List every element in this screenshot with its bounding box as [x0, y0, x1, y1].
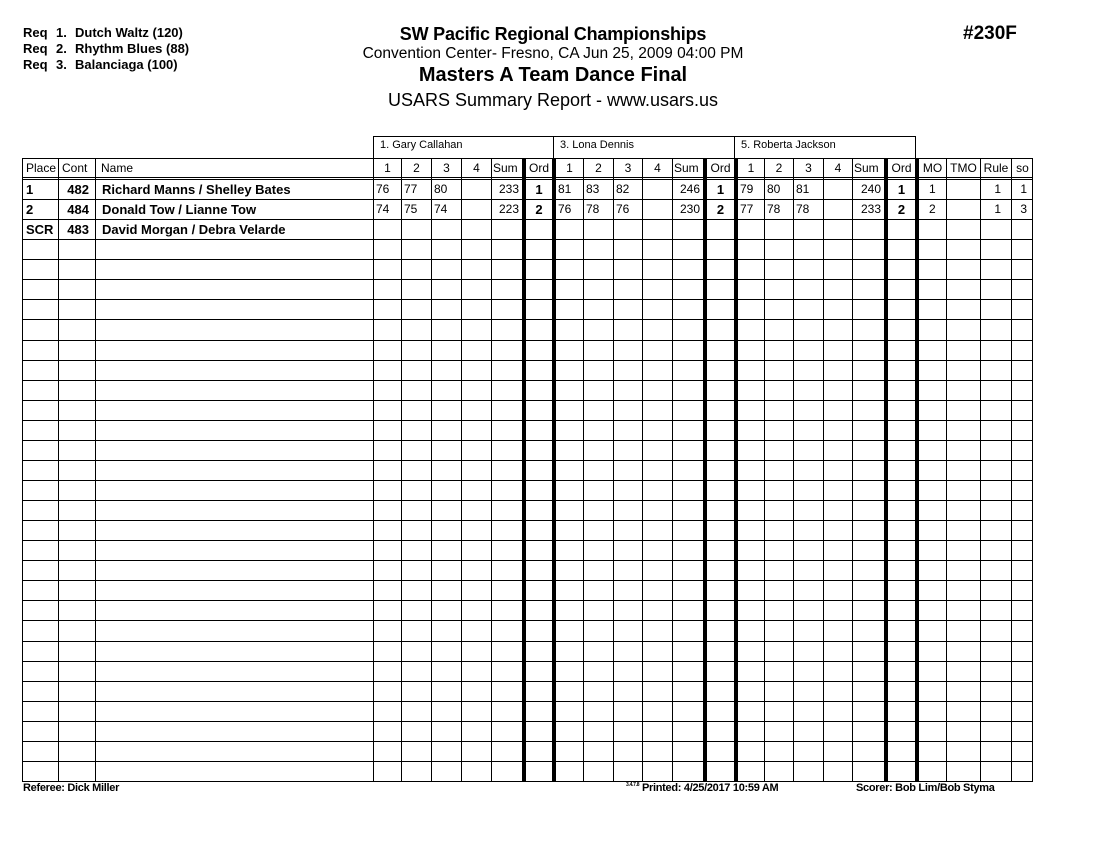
judge-name: 3. Lona Dennis [560, 139, 634, 151]
grid-line [793, 158, 794, 782]
grid-line [22, 400, 1033, 401]
score-j1-4: 233 [498, 182, 519, 196]
score-j2-3 [643, 220, 672, 239]
rule-cell: 1 [994, 182, 1001, 196]
mo-cell: 1 [929, 182, 936, 196]
score-j2-3 [643, 180, 672, 199]
place-cell: SCR [26, 222, 54, 237]
grid-line [22, 299, 1033, 300]
judge-name: 1. Gary Callahan [380, 139, 463, 151]
grid-line [22, 500, 1033, 501]
event-number: #230F [963, 23, 1017, 44]
grid-line [22, 641, 1033, 642]
score-j3-1 [765, 220, 793, 239]
place-cell: 2 [26, 202, 34, 217]
score-j1-3 [462, 180, 491, 199]
grid-line [431, 158, 432, 782]
score-j2-1: 83 [586, 182, 600, 196]
score-j2-5: 2 [716, 202, 725, 217]
scorer: Scorer: Bob Lim/Bob Styma [856, 782, 995, 794]
grid-line [852, 158, 853, 782]
score-j1-5: 2 [535, 202, 543, 217]
place-cell: 1 [26, 182, 34, 197]
score-j1-4 [492, 220, 522, 239]
grid-line-thick [884, 158, 888, 782]
score-j1-4: 223 [498, 202, 519, 216]
score-j2-0: 76 [558, 202, 572, 216]
score-j1-5 [526, 220, 552, 239]
req-text: Rhythm Blues (88) [75, 41, 190, 56]
column-header-j3-4: Sum [854, 161, 879, 175]
tmo-cell [947, 180, 980, 199]
column-header-j2-5: Ord [710, 161, 731, 175]
column-header-j3-1: 2 [775, 161, 783, 175]
grid-line [22, 319, 1033, 320]
version-number: 3.4.7.8 [626, 782, 640, 788]
score-j1-3 [462, 220, 491, 239]
score-j3-3 [824, 180, 852, 199]
column-header-j2-4: Sum [674, 161, 699, 175]
column-header-place: Place [26, 161, 57, 175]
column-header-j2-3: 4 [654, 161, 661, 175]
column-header-j1-5: Ord [528, 161, 549, 175]
grid-line [823, 158, 824, 782]
grid-line [22, 600, 1033, 601]
grid-line-thick [522, 158, 526, 782]
score-j1-1: 75 [404, 202, 418, 216]
grid-line [22, 540, 1033, 541]
req-number: 2. [56, 41, 67, 56]
event-title-text: Masters A Team Dance Final [418, 64, 688, 86]
grid-line-thick [915, 158, 919, 782]
req-label: Req [23, 41, 48, 56]
grid-line [22, 239, 1033, 240]
grid-line [583, 158, 584, 782]
req-text: Dutch Waltz (120) [75, 25, 183, 40]
score-j3-0: 77 [740, 202, 754, 216]
score-j2-5: 1 [716, 182, 725, 197]
score-j1-0: 74 [376, 202, 390, 216]
req-number: 3. [56, 57, 67, 72]
score-j3-3 [824, 200, 852, 219]
score-j3-1: 78 [767, 202, 781, 216]
so-cell: 3 [1020, 202, 1027, 216]
score-j2-4: 230 [679, 202, 700, 216]
grid-line [22, 340, 1033, 341]
grid-line [22, 158, 23, 782]
score-j1-5: 1 [535, 182, 543, 197]
cont-cell: 482 [67, 182, 89, 197]
grid-line [1011, 158, 1012, 782]
venue-date-text: Convention Center- Fresno, CA Jun 25, 2009 04:00 PM [362, 45, 744, 62]
report-title-text: USARS Summary Report - www.usars.us [387, 90, 719, 110]
score-j2-2: 82 [616, 182, 630, 196]
grid-line [22, 580, 1033, 581]
column-header-so: so [1016, 161, 1029, 175]
score-j2-5 [707, 220, 734, 239]
score-j1-2: 80 [434, 182, 448, 196]
so-cell: 1 [1020, 182, 1027, 196]
column-header-j1-2: 3 [443, 161, 450, 175]
judge-header-3 [734, 136, 916, 158]
report-title [0, 90, 1100, 111]
competition-title [0, 24, 1100, 45]
column-header-tmo: TMO [950, 161, 977, 175]
grid-line [946, 158, 947, 782]
tmo-cell [947, 200, 980, 219]
score-j1-1: 77 [404, 182, 418, 196]
grid-line [491, 158, 492, 782]
column-header-j1-3: 4 [473, 161, 480, 175]
name-cell: Richard Manns / Shelley Bates [102, 182, 291, 197]
score-j2-1: 78 [586, 202, 600, 216]
grid-line [22, 620, 1033, 621]
column-header-j1-0: 1 [384, 161, 391, 175]
grid-line [22, 741, 1033, 742]
event-title [0, 64, 1100, 87]
column-header-j2-0: 1 [566, 161, 573, 175]
printed-timestamp: Printed: 4/25/2017 10:59 AM [641, 782, 779, 794]
grid-line [22, 560, 1033, 561]
score-j1-2 [432, 220, 461, 239]
column-header-cont: Cont [62, 161, 88, 175]
column-header-j3-3: 4 [834, 161, 842, 175]
column-header-j2-2: 3 [624, 161, 632, 175]
printed-info [626, 782, 778, 794]
score-j3-5: 1 [897, 182, 906, 197]
score-j3-0: 79 [740, 182, 754, 196]
cont-cell: 484 [67, 202, 89, 217]
cont-cell: 483 [67, 222, 89, 237]
grid-line [22, 360, 1033, 361]
mo-cell: 2 [929, 202, 936, 216]
judge-header-1 [373, 136, 554, 158]
score-j3-2 [794, 220, 823, 239]
grid-line-thick [703, 158, 707, 782]
grid-line [980, 158, 981, 782]
judge-name: 5. Roberta Jackson [741, 139, 836, 151]
grid-line [22, 681, 1033, 682]
req-text: Balanciaga (100) [75, 57, 178, 72]
grid-line [22, 279, 1033, 280]
req-label: Req [23, 57, 48, 72]
grid-line [22, 761, 1033, 762]
column-header-name: Name [101, 161, 134, 175]
venue-date [0, 45, 1100, 63]
grid-line [22, 721, 1033, 722]
rule-cell [981, 220, 1011, 239]
score-j3-4 [853, 220, 884, 239]
grid-line [22, 480, 1033, 481]
score-j3-4: 240 [860, 182, 881, 196]
score-j2-3 [643, 200, 672, 219]
score-j3-2: 81 [796, 182, 810, 196]
column-header-mo: MO [922, 161, 943, 175]
grid-line-thick [734, 158, 738, 782]
grid-line [613, 158, 614, 782]
column-header-rule: Rule [983, 161, 1009, 175]
score-j1-3 [462, 200, 491, 219]
column-header-j1-4: Sum [493, 161, 518, 175]
grid-line [1032, 158, 1033, 782]
column-header-j3-2: 3 [805, 161, 812, 175]
grid-line [642, 158, 643, 782]
score-j1-0 [374, 220, 401, 239]
grid-line [22, 259, 1033, 260]
score-j3-5: 2 [897, 202, 906, 217]
req-number: 1. [56, 25, 67, 40]
grid-line [22, 701, 1033, 702]
grid-line [461, 158, 462, 782]
grid-line [401, 158, 402, 782]
score-j1-2: 74 [434, 202, 448, 216]
name-cell: David Morgan / Debra Velarde [102, 222, 286, 237]
score-j2-0 [556, 220, 583, 239]
column-header-j2-1: 2 [595, 161, 602, 175]
column-header-j3-0: 1 [747, 161, 755, 175]
score-j3-4: 233 [860, 202, 881, 216]
grid-line [373, 158, 374, 782]
grid-line [22, 440, 1033, 441]
grid-line [22, 460, 1033, 461]
score-j2-2: 76 [616, 202, 630, 216]
grid-line [22, 520, 1033, 521]
judge-header-2 [553, 136, 735, 158]
referee: Referee: Dick Miller [23, 782, 120, 794]
grid-line [764, 158, 765, 782]
grid-line [95, 158, 96, 782]
grid-line [22, 661, 1033, 662]
grid-line [58, 158, 59, 782]
rule-cell: 1 [994, 202, 1001, 216]
score-j2-1 [584, 220, 613, 239]
column-header-j3-5: Ord [891, 161, 912, 175]
grid-line [22, 380, 1033, 381]
score-j1-1 [402, 220, 431, 239]
score-j2-4 [673, 220, 703, 239]
grid-line [22, 177, 1033, 178]
name-cell: Donald Tow / Lianne Tow [102, 202, 257, 217]
tmo-cell [947, 220, 980, 239]
competition-title-text: SW Pacific Regional Championships [399, 24, 707, 44]
req-label: Req [23, 25, 48, 40]
score-j3-5 [888, 220, 915, 239]
column-header-j1-1: 2 [413, 161, 420, 175]
mo-cell [919, 220, 946, 239]
grid-line-thick [552, 158, 556, 782]
score-j2-2 [614, 220, 642, 239]
score-j3-2: 78 [796, 202, 810, 216]
so-cell [1012, 220, 1033, 239]
grid-line [22, 420, 1033, 421]
grid-line [672, 158, 673, 782]
score-j2-4: 246 [679, 182, 700, 196]
score-j3-3 [824, 220, 852, 239]
score-j3-0 [738, 220, 764, 239]
score-j2-0: 81 [558, 182, 572, 196]
score-j1-0: 76 [376, 182, 390, 196]
score-j3-1: 80 [767, 182, 781, 196]
